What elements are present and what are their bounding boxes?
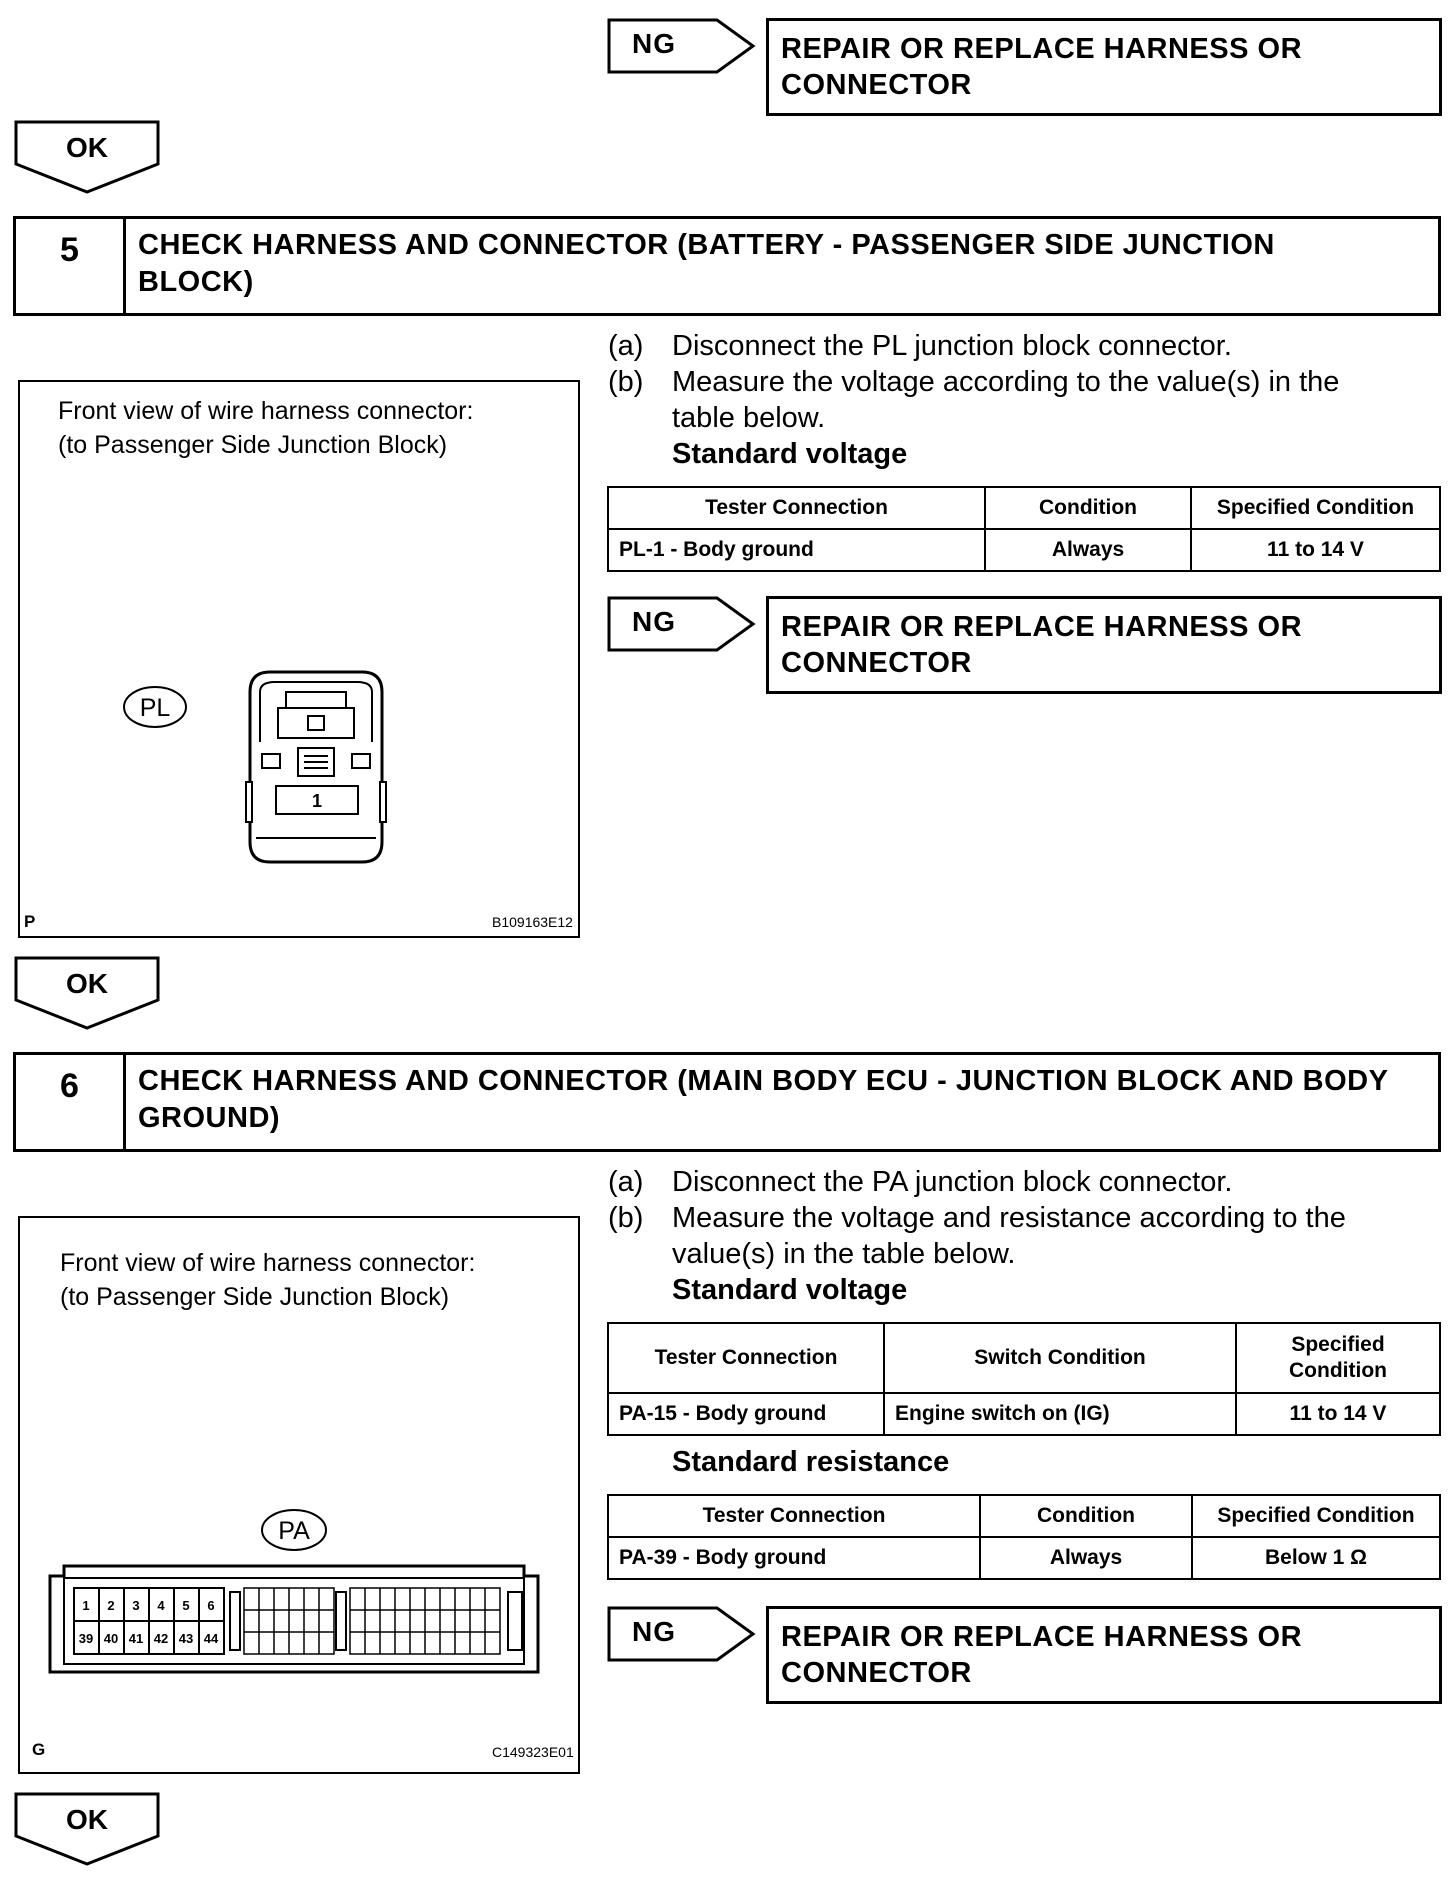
pa-connector-diagram [44, 1492, 544, 1682]
standard-voltage-label: Standard voltage [672, 438, 908, 470]
table-header-row: Tester Connection Condition Specified Condition [608, 1495, 1440, 1537]
repair-box-step5: REPAIR OR REPLACE HARNESS OR CONNECTOR [766, 596, 1442, 694]
step6-number: 6 [16, 1055, 126, 1149]
pl-connector-diagram [100, 662, 400, 872]
pin-label: 42 [153, 1631, 169, 1646]
pin-label: 3 [132, 1598, 140, 1613]
pa-pin-block-left [74, 1588, 224, 1654]
figure-corner-mark: P [24, 912, 36, 931]
pa-pin-block-middle [244, 1588, 334, 1654]
pin-label: 5 [182, 1598, 190, 1613]
step6-voltage-table [607, 1322, 1441, 1436]
instruction-a: (a) Disconnect the PL junction block connector. [608, 330, 1232, 362]
step5-header [13, 216, 1441, 316]
pin-label: 44 [203, 1631, 219, 1646]
step6-instructions [608, 1164, 1346, 1272]
table-header-row: Tester Connection Switch Condition Specified Condition [608, 1323, 1440, 1393]
pa-connector-label: PA [278, 1517, 310, 1545]
repair-text-line2: CONNECTOR [781, 69, 972, 101]
pin-label: 41 [128, 1631, 144, 1646]
pin-label: 4 [157, 1598, 165, 1613]
repair-text-line1: REPAIR OR REPLACE HARNESS OR [781, 33, 1303, 65]
instruction-b: (b) Measure the voltage according to the value(s) in the table below. [608, 366, 1340, 434]
table-row: PL-1 - Body ground Always 11 to 14 V [608, 529, 1440, 571]
repair-box-top [766, 18, 1442, 116]
pin-label: 6 [207, 1598, 215, 1613]
ng-arrow-icon [607, 1606, 757, 1662]
step5-instructions [608, 328, 1339, 436]
ng-label: NG [632, 1616, 676, 1647]
step6-figure [18, 1216, 580, 1774]
pin-label: 43 [178, 1631, 194, 1646]
step6-resistance-table [607, 1494, 1441, 1580]
table-header-row: Tester Connection Condition Specified Condition [608, 487, 1440, 529]
figure-caption: Front view of wire harness connector: (to Passenger Side Junction Block) [60, 1249, 476, 1311]
pin-number: 1 [311, 791, 323, 811]
figure-code: C149323E01 [492, 1744, 574, 1760]
pin-label: 2 [107, 1598, 115, 1613]
step5-number: 5 [16, 219, 126, 313]
ng-arrow-icon [607, 18, 757, 74]
figure-code: B109163E12 [492, 914, 573, 930]
pin-label: 39 [78, 1631, 94, 1646]
figure-corner-mark: G [32, 1740, 46, 1759]
step5-figure [18, 380, 580, 938]
table-row: PA-39 - Body ground Always Below 1 Ω [608, 1537, 1440, 1579]
pa-pin-block-right [350, 1588, 500, 1654]
instruction-b: (b) Measure the voltage and resistance according to the value(s) in the table below. [608, 1202, 1346, 1270]
step6-header [13, 1052, 1441, 1152]
standard-voltage-label: Standard voltage [672, 1274, 908, 1306]
step5-title: CHECK HARNESS AND CONNECTOR (BATTERY - PASSENGER SIDE JUNCTION BLOCK) [138, 229, 1275, 298]
pin-label: 1 [82, 1598, 90, 1613]
pin-label: 40 [103, 1631, 119, 1646]
repair-box-step6: REPAIR OR REPLACE HARNESS OR CONNECTOR [766, 1606, 1442, 1704]
table-row: PA-15 - Body ground Engine switch on (IG) 11 to 14 V [608, 1393, 1440, 1435]
figure-caption: Front view of wire harness connector: (to Passenger Side Junction Block) [58, 397, 474, 459]
ok-label: OK [66, 968, 108, 999]
standard-resistance-label: Standard resistance [672, 1446, 950, 1478]
step5-voltage-table [607, 486, 1441, 572]
ok-label: OK [66, 132, 108, 163]
ng-label: NG [632, 28, 676, 59]
ng-arrow-icon [607, 596, 757, 652]
ok-label: OK [66, 1804, 108, 1835]
pl-connector-label: PL [139, 694, 171, 722]
instruction-a: (a) Disconnect the PA junction block connector. [608, 1166, 1233, 1198]
step6-title: CHECK HARNESS AND CONNECTOR (MAIN BODY ECU - JUNCTION BLOCK AND BODY GROUND) [138, 1065, 1389, 1134]
ng-label: NG [632, 606, 676, 637]
